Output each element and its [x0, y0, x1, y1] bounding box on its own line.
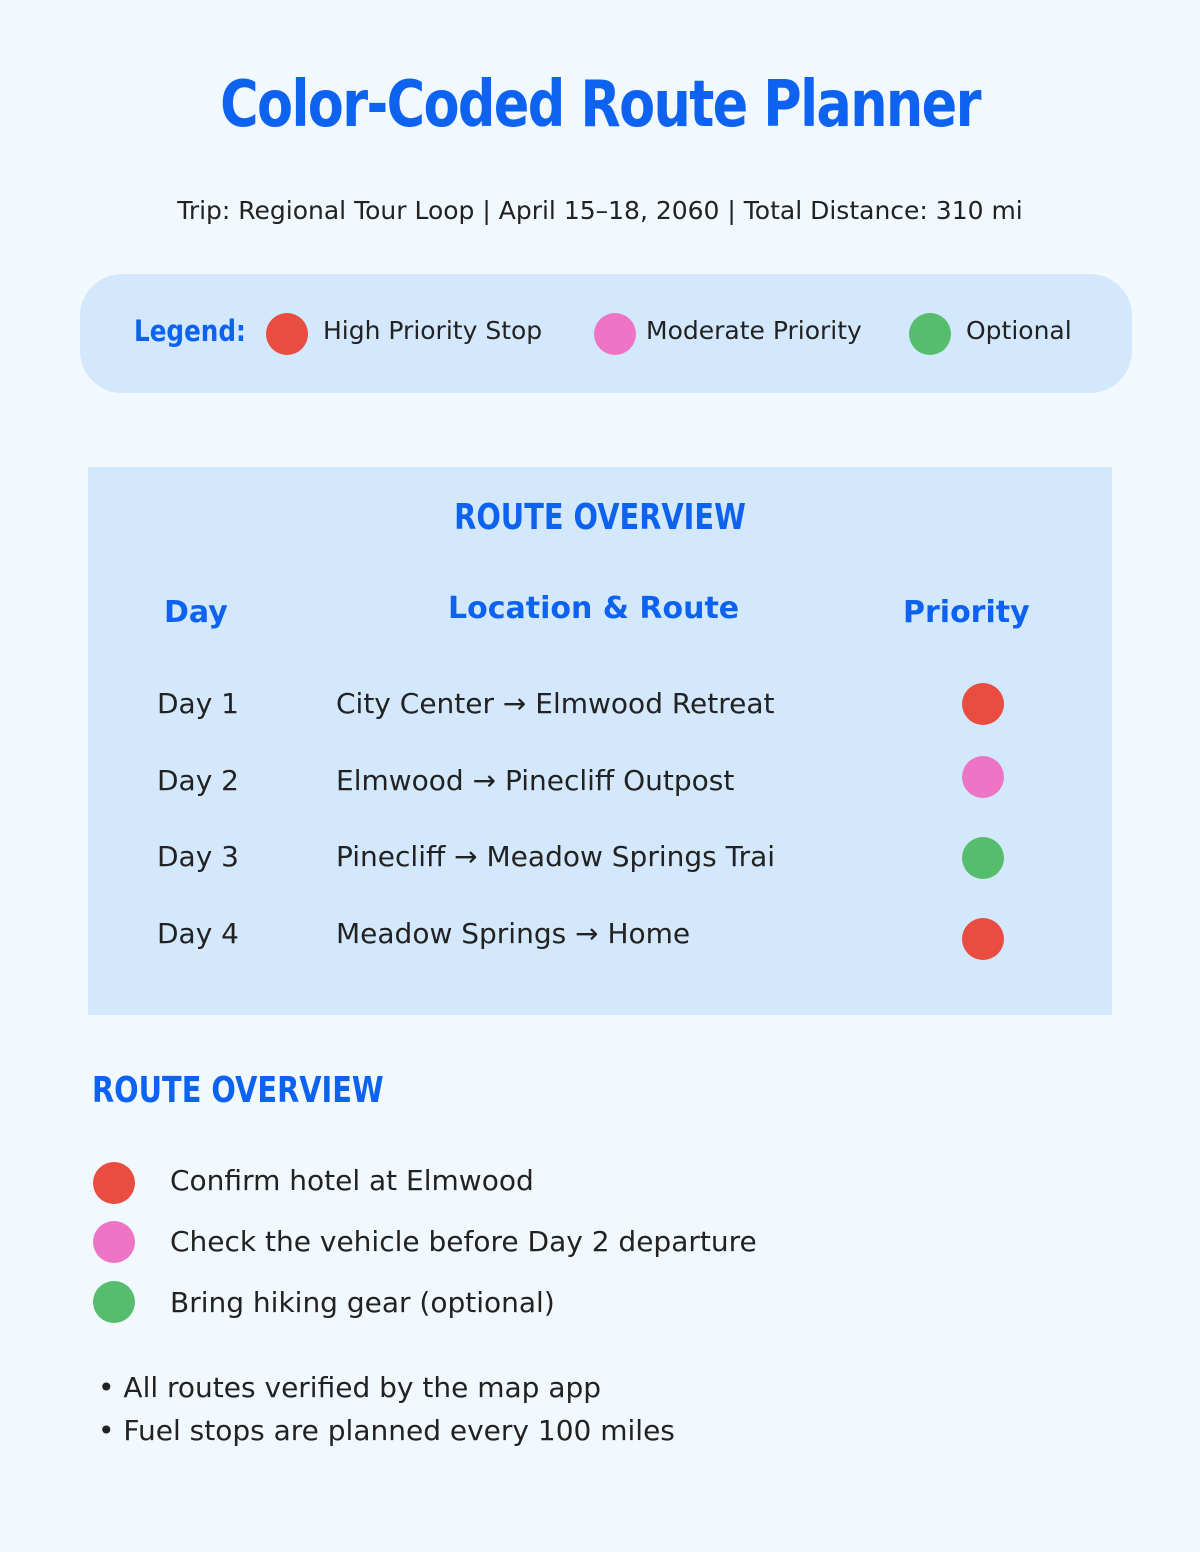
- high-priority-dot-icon: [93, 1162, 135, 1204]
- row-route: Pinecliff → Meadow Springs Trai: [336, 840, 776, 873]
- legend-label-moderate: Moderate Priority: [646, 316, 862, 345]
- optional-dot-icon: [93, 1281, 135, 1323]
- column-header-day: Day: [164, 595, 228, 630]
- row-day: Day 2: [156, 764, 239, 797]
- route-overview-table: [88, 467, 1112, 1015]
- row-route: Meadow Springs → Home: [336, 917, 691, 950]
- column-header-route: Location & Route: [448, 591, 740, 626]
- bullet-note: • All routes verified by the map app: [98, 1371, 602, 1404]
- optional-dot-icon: [962, 837, 1004, 879]
- note-text: Bring hiking gear (optional): [170, 1286, 555, 1319]
- high-priority-dot-icon: [962, 918, 1004, 960]
- row-route: City Center → Elmwood Retreat: [336, 687, 775, 720]
- route-overview-title: ROUTE OVERVIEW: [454, 497, 746, 538]
- optional-dot-icon: [909, 313, 951, 355]
- high-priority-dot-icon: [962, 683, 1004, 725]
- legend-panel: [80, 274, 1132, 393]
- bullet-note: • Fuel stops are planned every 100 miles: [98, 1414, 675, 1447]
- page-title: Color-Coded Route Planner: [220, 68, 980, 142]
- trip-summary: Trip: Regional Tour Loop | April 15–18, 2060 | Total Distance: 310 mi: [177, 196, 1023, 225]
- row-day: Day 1: [156, 687, 239, 720]
- legend-title: Legend:: [134, 314, 246, 348]
- legend-label-optional: Optional: [966, 316, 1072, 345]
- note-text: Confirm hotel at Elmwood: [170, 1164, 534, 1197]
- moderate-priority-dot-icon: [962, 756, 1004, 798]
- legend-label-high: High Priority Stop: [323, 316, 543, 345]
- column-header-priority: Priority: [903, 595, 1030, 630]
- note-text: Check the vehicle before Day 2 departure: [170, 1225, 757, 1258]
- row-day: Day 4: [156, 917, 239, 950]
- high-priority-dot-icon: [266, 313, 308, 355]
- row-route: Elmwood → Pinecliff Outpost: [336, 764, 735, 797]
- moderate-priority-dot-icon: [594, 313, 636, 355]
- moderate-priority-dot-icon: [93, 1221, 135, 1263]
- notes-title: ROUTE OVERVIEW: [92, 1070, 384, 1111]
- row-day: Day 3: [156, 840, 239, 873]
